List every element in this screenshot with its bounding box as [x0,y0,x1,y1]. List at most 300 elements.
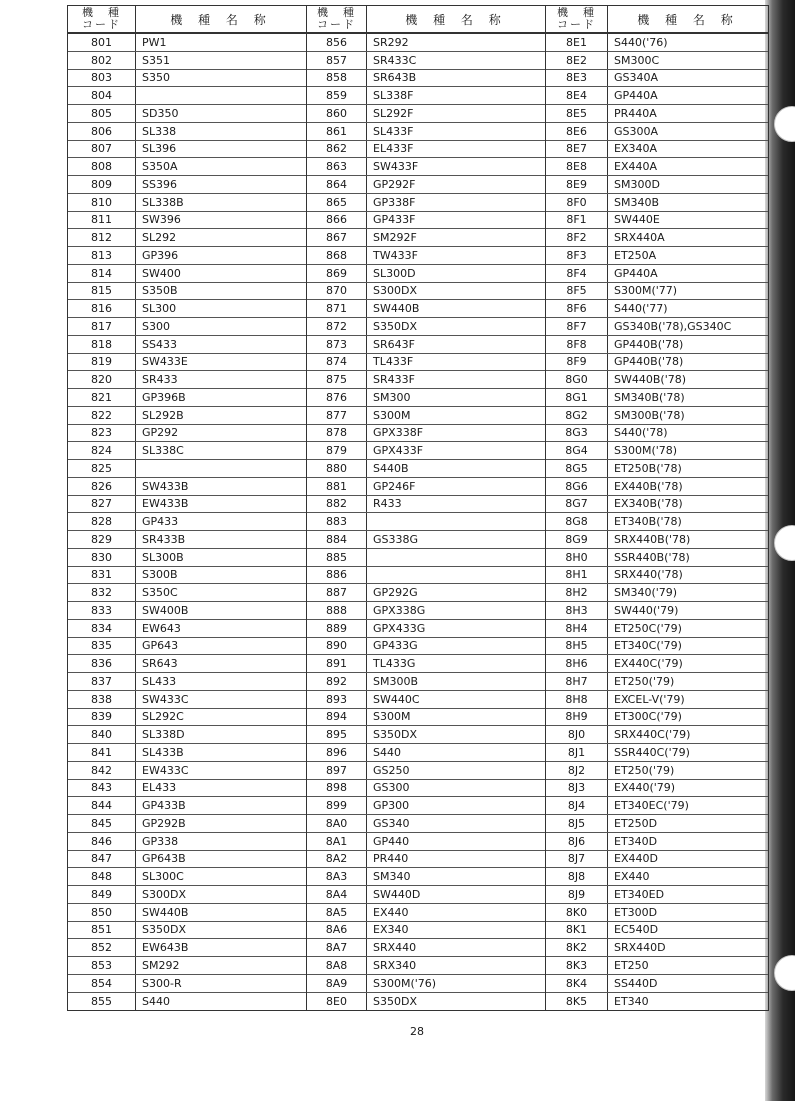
model-name: SW433B [142,479,189,493]
table-row [307,851,545,869]
table-row [68,176,306,194]
model-code: 8F3 [546,247,608,264]
model-code: 874 [307,354,367,371]
model-name: S440 [142,994,170,1008]
table-row [546,939,768,957]
header-code-label [68,6,136,32]
table-row [546,744,768,762]
model-name: ET250('79) [614,763,675,777]
model-name: SRX440 [373,941,417,955]
model-code: 870 [307,283,367,300]
model-name: ET340ED [614,887,665,901]
model-name: R433 [373,497,402,511]
model-name: GP440A [614,266,658,280]
table-row [546,105,768,123]
model-name: GP338F [373,195,416,209]
table-row [546,531,768,549]
table-row [307,513,545,531]
table-row [546,336,768,354]
model-code: 848 [68,868,136,885]
table-row [68,300,306,318]
model-code: 8J0 [546,726,608,743]
model-code: 8E1 [546,34,608,51]
model-code: 873 [307,336,367,353]
table-row [546,762,768,780]
model-code: 8J5 [546,815,608,832]
model-code: 811 [68,212,136,229]
table-row [546,815,768,833]
model-code: 803 [68,70,136,87]
model-code: 862 [307,141,367,158]
model-name: S300DX [373,284,417,298]
model-name: EX340A [614,142,658,156]
model-code: 804 [68,87,136,104]
table-row [68,158,306,176]
header-name-label: 機 種 名 称 [405,12,507,27]
table-row [68,726,306,744]
table-row [307,868,545,886]
model-code: 8G7 [546,496,608,513]
model-code: 825 [68,460,136,477]
model-name: GS300A [614,124,659,138]
model-name: SR433B [142,532,186,546]
model-code: 833 [68,602,136,619]
model-code: 864 [307,176,367,193]
model-code: 8J3 [546,780,608,797]
model-code: 8J9 [546,886,608,903]
table-row [546,229,768,247]
model-name: GPX338G [373,603,426,617]
model-name: S440B [373,461,409,475]
table-row [307,939,545,957]
model-code: 801 [68,34,136,51]
model-name: SW440B [142,905,189,919]
table-row [307,762,545,780]
table-row [307,886,545,904]
model-code: 892 [307,673,367,690]
model-name: S300-R [142,976,182,990]
model-code: 824 [68,442,136,459]
table-row [307,975,545,993]
model-name: PW1 [142,35,167,49]
table-row [307,425,545,443]
model-name: S440('77) [614,302,668,316]
model-name: GP433 [142,515,179,529]
table-row [546,158,768,176]
table-row [68,922,306,940]
table-row [546,655,768,673]
model-code: 8G1 [546,389,608,406]
table-row [546,709,768,727]
model-code: 8F0 [546,194,608,211]
header-code-line1: 機 種 [557,6,596,19]
table-row [546,176,768,194]
table-row [546,638,768,656]
table-row [68,52,306,70]
model-name: GP440A [614,89,658,103]
model-code: 8G0 [546,371,608,388]
model-code: 8K1 [546,922,608,939]
model-name: SM300C [614,53,660,67]
table-row [307,691,545,709]
table-row [546,513,768,531]
table-row [307,602,545,620]
model-code: 8G6 [546,478,608,495]
table-row [546,496,768,514]
model-code: 876 [307,389,367,406]
table-row [307,904,545,922]
model-name: ET300D [614,905,658,919]
model-name: EC540D [614,923,659,937]
table-row [307,496,545,514]
model-name: ET340 [614,994,649,1008]
model-code: 814 [68,265,136,282]
model-name: EX340B('78) [614,497,683,511]
table-row [307,549,545,567]
model-code: 810 [68,194,136,211]
model-code: 843 [68,780,136,797]
model-code: 8H5 [546,638,608,655]
table-row [546,407,768,425]
table-row [307,212,545,230]
table-row [68,957,306,975]
table-row [307,123,545,141]
model-code: 8F7 [546,318,608,335]
model-code: 818 [68,336,136,353]
model-code: 8H9 [546,709,608,726]
model-name: ET250('79) [614,674,675,688]
model-code: 841 [68,744,136,761]
model-code: 851 [68,922,136,939]
model-name: SL433F [373,124,414,138]
table-row [68,34,306,52]
model-code: 845 [68,815,136,832]
model-code: 875 [307,371,367,388]
table-row [68,513,306,531]
table-row [307,318,545,336]
table-row [68,460,306,478]
model-code: 836 [68,655,136,672]
model-name: S350A [142,160,178,174]
table-row [546,726,768,744]
table-row [68,425,306,443]
model-name [367,567,545,584]
header-code-line2: コード [82,18,121,31]
model-code: 854 [68,975,136,992]
table-row [546,442,768,460]
model-code: 8J2 [546,762,608,779]
model-code: 846 [68,833,136,850]
model-code: 8E2 [546,52,608,69]
table-row [307,957,545,975]
model-code: 834 [68,620,136,637]
model-name: EX440 [373,905,409,919]
model-name: GS250 [373,763,410,777]
header-code-line1: 機 種 [82,6,121,19]
model-name: SW440B [373,302,420,316]
model-code: 852 [68,939,136,956]
table-row [68,780,306,798]
model-name: SW440C [373,692,420,706]
model-code: 8G9 [546,531,608,548]
model-name: GP246F [373,479,416,493]
model-name: ET340D [614,834,658,848]
table-row [546,851,768,869]
model-code: 8G5 [546,460,608,477]
table-row [546,87,768,105]
model-name: ET340EC('79) [614,799,689,813]
model-code: 898 [307,780,367,797]
header-code-label [546,6,608,32]
model-code: 828 [68,513,136,530]
model-name: PR440 [373,852,409,866]
model-name: GPX433F [373,444,424,458]
model-name: GP643 [142,639,179,653]
table-row [68,584,306,602]
model-code: 859 [307,87,367,104]
table-row [68,389,306,407]
model-name: S300M('78) [614,444,678,458]
model-name: SSR440C('79) [614,745,690,759]
model-code: 8A2 [307,851,367,868]
model-code: 891 [307,655,367,672]
table-row [68,691,306,709]
table-row [68,105,306,123]
table-row [307,673,545,691]
model-name [367,549,545,566]
model-name: S300M('77) [614,284,678,298]
model-name: SM340('79) [614,586,678,600]
model-name: S440('78) [614,426,668,440]
table-row [307,460,545,478]
model-code: 8J6 [546,833,608,850]
table-row [307,247,545,265]
table-row [307,709,545,727]
table-row [68,354,306,372]
model-code: 855 [68,993,136,1011]
table-row [307,371,545,389]
model-code: 860 [307,105,367,122]
model-code: 866 [307,212,367,229]
header-code-line2: コード [557,18,596,31]
table-row [68,247,306,265]
model-name: SL300D [373,266,416,280]
model-code: 893 [307,691,367,708]
table-row [307,52,545,70]
model-name: SRX340 [373,958,417,972]
table-row [307,531,545,549]
model-code: 8K3 [546,957,608,974]
header-name-label: 機 種 名 称 [170,12,272,27]
model-code: 813 [68,247,136,264]
model-name: SR643F [373,337,415,351]
model-code: 8H1 [546,567,608,584]
model-name: SL292 [142,231,177,245]
model-code: 884 [307,531,367,548]
table-row [307,815,545,833]
model-name: S350C [142,586,178,600]
model-code: 809 [68,176,136,193]
table-row [68,762,306,780]
model-name: SS396 [142,177,177,191]
table-row [546,922,768,940]
model-code: 8F9 [546,354,608,371]
table-row [307,87,545,105]
model-code: 880 [307,460,367,477]
table-row [307,389,545,407]
model-code: 844 [68,797,136,814]
table-row [307,620,545,638]
table-row [68,744,306,762]
table-row [307,70,545,88]
table-row [307,336,545,354]
model-name: GPX433G [373,621,426,635]
model-name: SW433E [142,355,188,369]
model-name: ET250C('79) [614,621,682,635]
table-row [546,318,768,336]
model-name: GP396B [142,390,186,404]
table-row [307,34,545,52]
model-name: EX340 [373,923,409,937]
table-row [68,620,306,638]
model-name: S350 [142,71,170,85]
model-name: S300 [142,319,170,333]
table-row [68,194,306,212]
table-row [307,407,545,425]
model-name: SW440E [614,213,660,227]
model-code: 8A5 [307,904,367,921]
model-name [136,87,306,104]
model-code: 802 [68,52,136,69]
model-code: 8E8 [546,158,608,175]
table-row [307,780,545,798]
model-code: 816 [68,300,136,317]
model-code: 830 [68,549,136,566]
model-name: SW396 [142,213,181,227]
table-row [68,602,306,620]
model-code: 850 [68,904,136,921]
model-name: S350DX [373,319,417,333]
model-code: 8A3 [307,868,367,885]
table-row [546,389,768,407]
model-name: SR433F [373,373,415,387]
model-code: 8F4 [546,265,608,282]
model-name: SR433 [142,373,178,387]
model-name: SL300B [142,550,184,564]
model-code: 894 [307,709,367,726]
model-code: 8A7 [307,939,367,956]
table-row [307,638,545,656]
model-name: SL292F [373,106,414,120]
model-name: GP292G [373,586,418,600]
model-code: 867 [307,229,367,246]
model-code: 897 [307,762,367,779]
model-code: 8J4 [546,797,608,814]
model-code: 872 [307,318,367,335]
model-name: PR440A [614,106,657,120]
model-code: 8H6 [546,655,608,672]
model-name: SRX440D [614,941,666,955]
model-code: 821 [68,389,136,406]
model-code: 817 [68,318,136,335]
table-row [546,673,768,691]
model-code: 856 [307,34,367,51]
table-row [307,478,545,496]
model-name: SR292 [373,35,409,49]
table-row [546,194,768,212]
table-row [546,620,768,638]
model-code: 863 [307,158,367,175]
model-name: SL338B [142,195,184,209]
model-code: 8F2 [546,229,608,246]
table-row [68,886,306,904]
model-code: 8K0 [546,904,608,921]
model-name: SD350 [142,106,179,120]
model-code: 8A4 [307,886,367,903]
model-name: SL300 [142,302,177,316]
model-code: 853 [68,957,136,974]
model-name: EL433F [373,142,414,156]
model-name [367,513,545,530]
model-code: 878 [307,425,367,442]
model-name: SSR440B('78) [614,550,690,564]
table-row [68,975,306,993]
model-code: 8H2 [546,584,608,601]
table-row [68,141,306,159]
model-code: 8A9 [307,975,367,992]
model-name: SS433 [142,337,177,351]
table-row [68,851,306,869]
table-row [546,123,768,141]
model-code: 8F1 [546,212,608,229]
table-row [546,212,768,230]
model-code: 8F6 [546,300,608,317]
header-code-label [307,6,367,32]
table-row [68,833,306,851]
model-name: S440('76) [614,35,668,49]
model-code: 8K5 [546,993,608,1011]
table-row [307,194,545,212]
model-code: 895 [307,726,367,743]
table-row [307,265,545,283]
table-row [546,460,768,478]
table-row [546,354,768,372]
table-row [546,584,768,602]
table-row [68,655,306,673]
model-code: 8J7 [546,851,608,868]
model-code: 8G2 [546,407,608,424]
table-row [546,265,768,283]
model-name: SM340B('78) [614,390,685,404]
model-name: SL300C [142,870,184,884]
model-name: S440 [373,745,401,759]
model-code: 832 [68,584,136,601]
model-name: TW433F [373,248,418,262]
model-code: 826 [68,478,136,495]
header-code-line2: コード [317,18,356,31]
model-name: SL433 [142,674,177,688]
model-code: 8H0 [546,549,608,566]
model-name: SL433B [142,745,184,759]
table-row [546,371,768,389]
model-code: 861 [307,123,367,140]
table-row [307,442,545,460]
page-number: 28 [410,1025,424,1038]
model-name: EX440B('78) [614,479,683,493]
model-code: 8A8 [307,957,367,974]
table-row [68,638,306,656]
model-code: 869 [307,265,367,282]
